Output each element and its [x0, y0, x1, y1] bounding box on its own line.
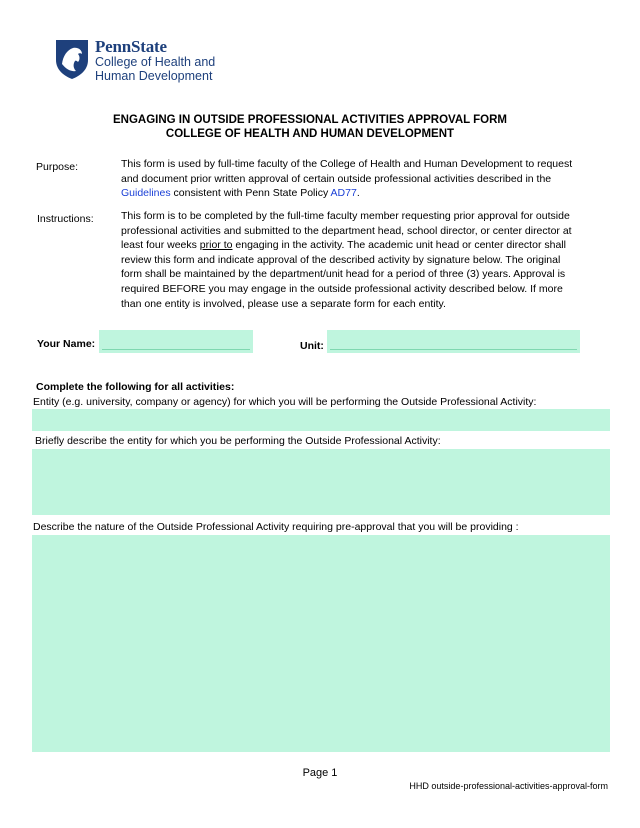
psu-logo — [54, 38, 224, 88]
section-heading: Complete the following for all activities: — [36, 381, 235, 393]
purpose-text-b: consistent with Penn State Policy — [170, 187, 331, 200]
logo-wordmark — [95, 38, 215, 83]
ad77-policy-link[interactable]: AD77 — [330, 187, 357, 200]
describe-entity-field[interactable] — [32, 449, 610, 515]
unit-field[interactable] — [327, 330, 580, 353]
entity-label: Entity (e.g. university, company or agency) for which you will be performing the Outside Professional Activity: — [33, 396, 537, 408]
instructions-text-a: This form is to be completed by the full-time faculty member requesting prior approval for outside professional activities and submitted to the department head, school director, or center director at least four weeks — [121, 210, 572, 252]
name-field[interactable] — [99, 330, 253, 353]
instructions-text-b: engaging in the activity. The academic unit head or center director shall review this form and indicate approval of the described activity by signature below. The original form shall be maintained by the department/unit head for a period of three (3) years. Approval is required BEFORE you may engage in the outside professional activity described below. If more than one entity is involved, please use a separate form for each entity. — [121, 239, 566, 310]
nature-label: Describe the nature of the Outside Professional Activity requiring pre-approval that you will be providing : — [33, 521, 519, 533]
entity-field[interactable] — [32, 409, 610, 431]
name-field-underline — [102, 349, 250, 350]
form-title-line-1: ENGAGING IN OUTSIDE PROFESSIONAL ACTIVITIES APPROVAL FORM — [112, 114, 507, 126]
form-title-line-2: COLLEGE OF HEALTH AND HUMAN DEVELOPMENT — [165, 128, 455, 140]
instructions-text — [121, 209, 583, 311]
logo-college-line-1: College of Health and — [95, 55, 216, 69]
instructions-label: Instructions: — [37, 213, 94, 225]
purpose-text — [121, 157, 586, 201]
nittany-lion-shield-icon — [54, 38, 90, 80]
logo-college-line-2: Human Development — [95, 69, 213, 83]
logo-brand: PennState — [95, 37, 167, 56]
guidelines-link[interactable]: Guidelines — [121, 187, 171, 200]
unit-field-underline — [330, 349, 577, 350]
page-number: Page 1 — [302, 767, 338, 779]
name-label: Your Name: — [37, 338, 96, 350]
form-code: HHD outside-professional-activities-approval-form — [409, 781, 608, 791]
nature-field[interactable] — [32, 535, 610, 752]
describe-entity-label: Briefly describe the entity for which you be performing the Outside Professional Activity: — [35, 435, 441, 447]
purpose-text-a: This form is used by full-time faculty of the College of Health and Human Development to request and document prior written approval of certain outside professional activities described in the — [121, 158, 573, 185]
unit-label: Unit: — [300, 340, 324, 352]
instructions-underlined: prior to — [199, 239, 233, 252]
purpose-label: Purpose: — [36, 161, 79, 173]
purpose-text-c: . — [356, 187, 360, 200]
